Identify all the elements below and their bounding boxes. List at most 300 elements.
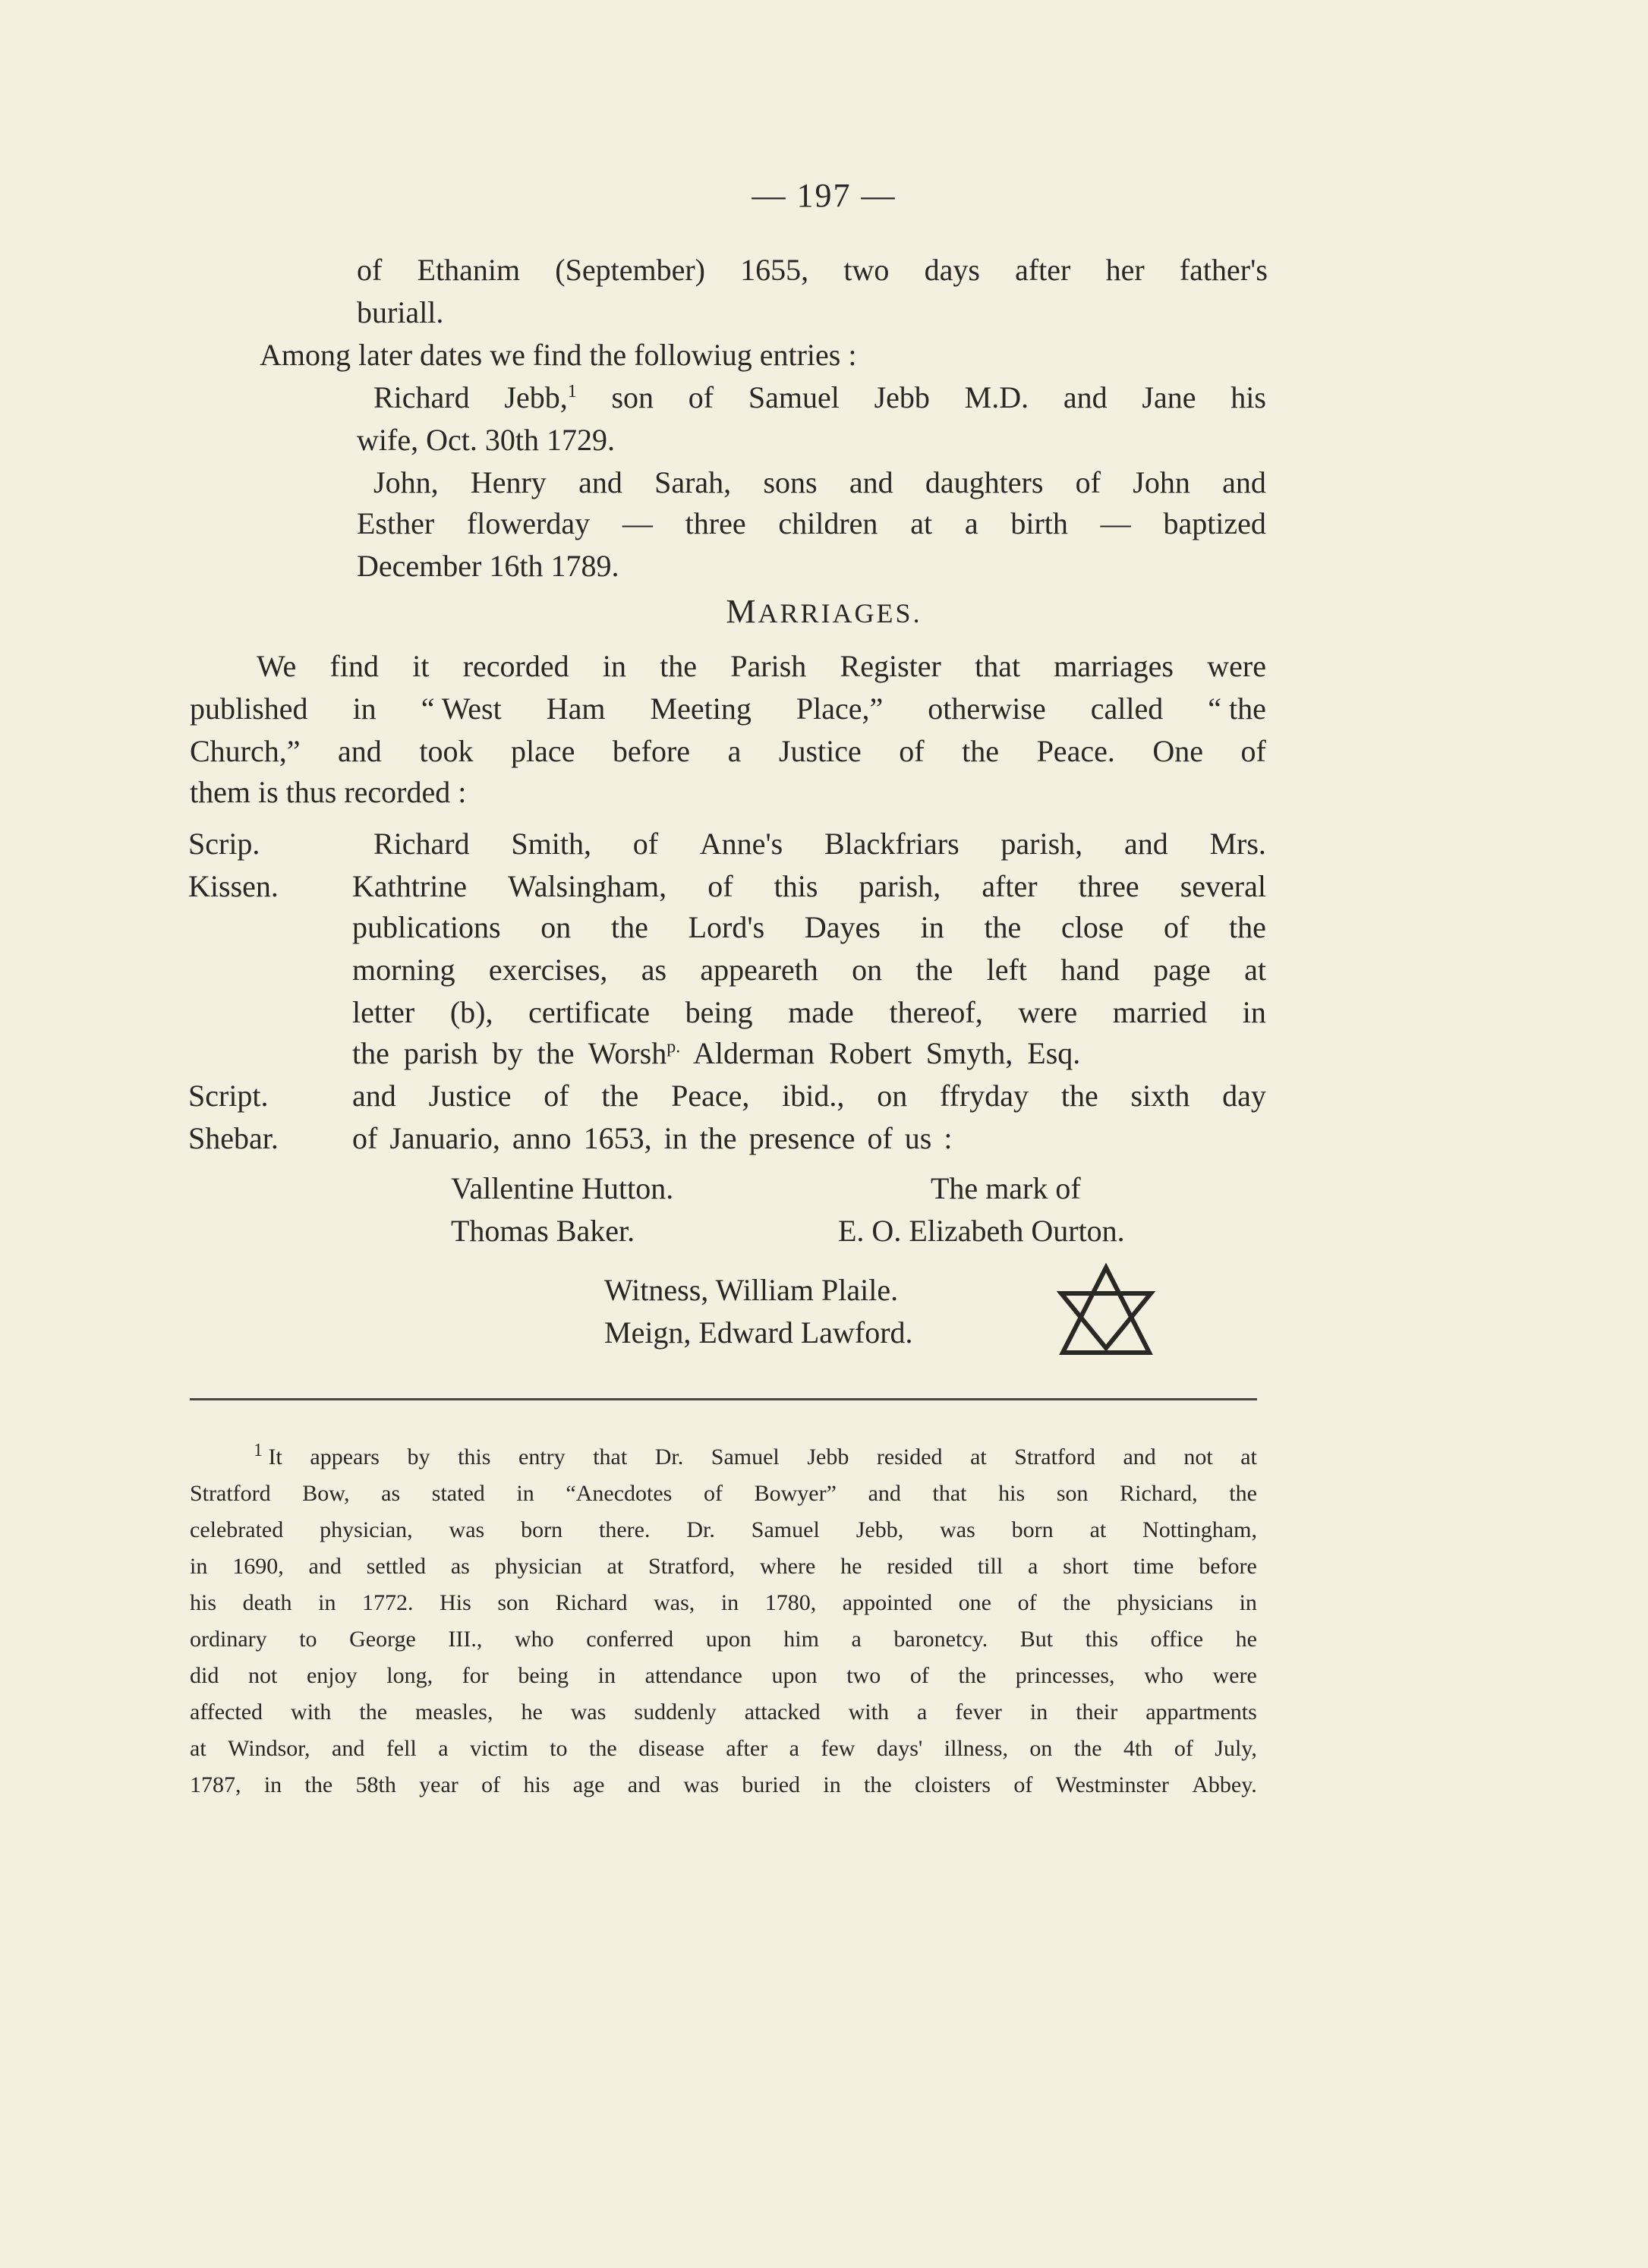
- word: a: [916, 1699, 928, 1725]
- word: the: [984, 910, 1022, 944]
- word: on: [877, 1079, 908, 1113]
- word: Richard,: [1120, 1481, 1198, 1506]
- word: of: [909, 1663, 929, 1688]
- word: Mrs.: [1209, 827, 1266, 861]
- word: certificate: [528, 995, 650, 1029]
- word: time: [1133, 1554, 1174, 1579]
- mark-label: The mark of: [931, 1171, 1081, 1205]
- word: His: [440, 1590, 471, 1615]
- footnote-line: [190, 1585, 1257, 1621]
- word: a: [789, 1736, 799, 1761]
- word: with: [848, 1699, 889, 1725]
- word: (b),: [449, 995, 493, 1029]
- witness-name: Vallentine Hutton.: [451, 1171, 674, 1205]
- footnote-line: [190, 1658, 1257, 1694]
- word: by: [407, 1444, 430, 1469]
- word: on: [1029, 1736, 1053, 1761]
- word: fever: [955, 1699, 1002, 1725]
- word: as: [381, 1481, 401, 1506]
- word: disease: [638, 1736, 704, 1761]
- word: of: [707, 869, 733, 903]
- word: ordinary: [190, 1627, 267, 1652]
- word: the: [864, 1772, 892, 1797]
- word: two: [846, 1663, 881, 1688]
- word: John: [1133, 465, 1190, 499]
- text-line: [352, 906, 1266, 949]
- word: Justice: [428, 1079, 512, 1113]
- word: George: [349, 1627, 416, 1652]
- word: and: [332, 1736, 365, 1761]
- word: physician,: [320, 1517, 413, 1542]
- word: attacked: [744, 1699, 821, 1725]
- word: office: [1150, 1627, 1204, 1652]
- word: before: [612, 734, 691, 768]
- word: sixth: [1130, 1079, 1190, 1113]
- word: days: [924, 253, 980, 287]
- word: several: [1180, 869, 1266, 903]
- word: the: [915, 953, 953, 987]
- word: —: [1100, 506, 1131, 540]
- word: the: [1060, 1079, 1098, 1113]
- text-line: [352, 991, 1266, 1034]
- word: the: [589, 1736, 617, 1761]
- word: 1655,: [740, 253, 809, 287]
- word: son: [1056, 1481, 1089, 1506]
- word: Smith,: [511, 827, 591, 861]
- word: ibid.,: [782, 1079, 845, 1113]
- word: a: [1028, 1554, 1038, 1579]
- word: made: [788, 995, 854, 1029]
- witness-name: Thomas Baker.: [451, 1214, 635, 1248]
- text-line: [357, 502, 1266, 545]
- word: in: [516, 1481, 534, 1506]
- word: on: [852, 953, 883, 987]
- word: cloisters: [915, 1772, 991, 1797]
- word: of: [899, 734, 925, 768]
- word: of: [1075, 465, 1101, 499]
- word: who: [514, 1627, 554, 1652]
- word: Richard: [555, 1590, 628, 1615]
- word: fell: [386, 1736, 417, 1761]
- word: 1787,: [190, 1772, 241, 1797]
- section-heading: [0, 592, 1648, 631]
- witness-name: Witness, William Plaile.: [604, 1273, 899, 1307]
- word: enjoy: [306, 1663, 358, 1688]
- word: Dayes: [804, 910, 881, 944]
- word: long,: [386, 1663, 433, 1688]
- word: born: [521, 1517, 563, 1542]
- word: 1772.: [362, 1590, 414, 1615]
- word: being: [518, 1663, 569, 1688]
- word: the: [304, 1772, 333, 1797]
- word: Peace.: [1036, 734, 1115, 768]
- word: Richard: [373, 380, 470, 414]
- word: one: [958, 1590, 991, 1615]
- word: that: [975, 649, 1021, 683]
- word: of: [1240, 734, 1266, 768]
- word: was: [683, 1772, 720, 1797]
- word: the: [611, 910, 648, 944]
- word: this: [458, 1444, 491, 1469]
- word: till: [977, 1554, 1004, 1579]
- word: age: [572, 1772, 605, 1797]
- heading-initial: M: [726, 593, 758, 630]
- word: close: [1061, 910, 1124, 944]
- word: left: [986, 953, 1027, 987]
- star-mark-icon: [1057, 1263, 1155, 1360]
- word: were: [1018, 995, 1078, 1029]
- text-segment: the parish by the Worsh: [352, 1036, 667, 1070]
- word: Bowyer”: [754, 1481, 837, 1506]
- word: before: [1199, 1554, 1257, 1579]
- word: letter: [352, 995, 415, 1029]
- text-line: [357, 249, 1268, 291]
- word: as: [450, 1554, 470, 1579]
- text-line: [352, 1032, 1080, 1075]
- word: not: [1183, 1444, 1213, 1469]
- word: in: [720, 1590, 739, 1615]
- text-line: Among later dates we find the followiug entries :: [260, 338, 857, 372]
- word: morning: [352, 953, 455, 987]
- word: victim: [470, 1736, 528, 1761]
- margin-note: Kissen.: [188, 869, 279, 903]
- word: entry: [518, 1444, 566, 1469]
- text-line: [352, 1075, 1266, 1117]
- word: affected: [190, 1699, 263, 1725]
- word: Samuel: [711, 1444, 780, 1469]
- word: year: [419, 1772, 458, 1797]
- word: with: [291, 1699, 332, 1725]
- word: in: [920, 910, 944, 944]
- word: Samuel: [751, 1517, 820, 1542]
- word: the: [962, 734, 1000, 768]
- word: Dr.: [654, 1444, 684, 1469]
- word: Register: [840, 649, 941, 683]
- word: at: [1240, 1444, 1257, 1469]
- word: took: [419, 734, 474, 768]
- word: appartments: [1145, 1699, 1257, 1725]
- word: after: [726, 1736, 768, 1761]
- word: at: [910, 506, 933, 540]
- word: settled: [366, 1554, 427, 1579]
- footnote-line: [190, 1476, 1257, 1512]
- witness-name: Meign, Edward Lawford.: [604, 1315, 913, 1350]
- word: a: [438, 1736, 449, 1761]
- word: place: [511, 734, 575, 768]
- word: were: [1207, 649, 1266, 683]
- word: father's: [1179, 253, 1268, 287]
- word: and: [1123, 1444, 1156, 1469]
- word: One: [1152, 734, 1203, 768]
- word: But: [1019, 1627, 1054, 1652]
- text-line: [373, 823, 1266, 865]
- word: Stratford,: [648, 1554, 736, 1579]
- word: was: [449, 1517, 485, 1542]
- word: son: [611, 380, 654, 414]
- word: measles,: [415, 1699, 493, 1725]
- word: physician: [494, 1554, 582, 1579]
- footnote-line: [190, 1512, 1257, 1548]
- word: Peace,: [671, 1079, 750, 1113]
- word: John,: [373, 465, 439, 499]
- word: Lord's: [688, 910, 765, 944]
- word: at: [607, 1554, 624, 1579]
- text-line: wife, Oct. 30th 1729.: [357, 423, 615, 457]
- footnote-line: [254, 1439, 1257, 1476]
- word: appeareth: [700, 953, 818, 987]
- text-line: [373, 376, 1266, 419]
- word: of: [1174, 1736, 1193, 1761]
- word: were: [1212, 1663, 1257, 1688]
- word: “ West: [421, 691, 502, 726]
- word: called: [1090, 691, 1164, 726]
- word: Anne's: [699, 827, 783, 861]
- word: where: [760, 1554, 816, 1579]
- text-line: [190, 730, 1266, 773]
- word: he: [1235, 1627, 1257, 1652]
- word: of: [632, 827, 659, 861]
- word: 58th: [355, 1772, 396, 1797]
- word: buried: [742, 1772, 801, 1797]
- word: in: [263, 1772, 282, 1797]
- text-line: [352, 949, 1266, 991]
- word: Kathtrine: [352, 869, 468, 903]
- word: Blackfriars: [824, 827, 959, 861]
- text-line: December 16th 1789.: [357, 549, 619, 583]
- word: in: [823, 1772, 841, 1797]
- word: daughters: [925, 465, 1044, 499]
- word: Jebb,: [856, 1517, 904, 1542]
- word: marriages: [1054, 649, 1174, 683]
- word: death: [242, 1590, 292, 1615]
- word: three: [1078, 869, 1139, 903]
- word: thereof,: [889, 995, 983, 1029]
- word: a: [727, 734, 742, 768]
- word: and: [627, 1772, 661, 1797]
- footnote-line: [190, 1548, 1257, 1585]
- word: of: [481, 1772, 501, 1797]
- word: attendance: [644, 1663, 742, 1688]
- word: published: [190, 691, 308, 726]
- word: Justice: [778, 734, 862, 768]
- footnote-line: [190, 1621, 1257, 1658]
- word: Westminster: [1055, 1772, 1169, 1797]
- word: did: [190, 1663, 219, 1688]
- word: there.: [599, 1517, 651, 1542]
- word: celebrated: [190, 1517, 284, 1542]
- word: hand: [1060, 953, 1120, 987]
- word: baptized: [1163, 506, 1266, 540]
- word: three: [685, 506, 746, 540]
- word: of: [357, 253, 383, 287]
- word: recorded: [462, 649, 569, 683]
- word: Jebb,1: [504, 380, 577, 414]
- word: at: [1244, 953, 1266, 987]
- word: two: [843, 253, 890, 287]
- word: princesses,: [1015, 1663, 1115, 1688]
- word: a: [851, 1627, 862, 1652]
- word: upon: [705, 1627, 752, 1652]
- word: exercises,: [488, 953, 608, 987]
- word: that: [593, 1444, 628, 1469]
- word: the: [359, 1699, 388, 1725]
- word: he: [840, 1554, 862, 1579]
- word: Samuel: [748, 380, 840, 414]
- word: that: [932, 1481, 967, 1506]
- word: and: [1123, 827, 1168, 861]
- word: and: [868, 1481, 901, 1506]
- word: appointed: [842, 1590, 933, 1615]
- word: stated: [431, 1481, 485, 1506]
- word: not: [247, 1663, 278, 1688]
- text-line: [257, 645, 1266, 688]
- word: ffryday: [940, 1079, 1029, 1113]
- margin-note: Script.: [188, 1079, 269, 1113]
- text-line: [352, 865, 1266, 908]
- word: the: [1063, 1590, 1091, 1615]
- word: this: [1085, 1627, 1119, 1652]
- word: physicians: [1117, 1590, 1213, 1615]
- word: his: [998, 1481, 1026, 1506]
- word: Stratford: [190, 1481, 271, 1506]
- word: Meeting: [650, 691, 752, 726]
- word: and: [1222, 465, 1266, 499]
- text-line: them is thus recorded :: [190, 775, 467, 809]
- word: in: [318, 1590, 336, 1615]
- word: and: [1063, 380, 1108, 414]
- word: We: [257, 649, 297, 683]
- page-number: — 197 —: [752, 177, 896, 214]
- word: Church,”: [190, 734, 301, 768]
- word: and: [849, 465, 893, 499]
- footnote-line: [190, 1767, 1257, 1803]
- word: was,: [654, 1590, 695, 1615]
- margin-note: Scrip.: [188, 827, 260, 861]
- word: his: [1230, 380, 1266, 414]
- word: as: [641, 953, 667, 987]
- word: days': [876, 1736, 923, 1761]
- word: parish,: [859, 869, 941, 903]
- footnote-line: [190, 1731, 1257, 1767]
- word: III.,: [448, 1627, 483, 1652]
- word: birth: [1010, 506, 1068, 540]
- word: him: [783, 1627, 819, 1652]
- word: in: [1242, 995, 1266, 1029]
- text-line: buriall.: [357, 295, 444, 329]
- word: the: [601, 1079, 639, 1113]
- word: to: [550, 1736, 568, 1761]
- word: Jebb: [874, 380, 930, 414]
- word: resided: [887, 1554, 953, 1579]
- word: of: [1163, 910, 1190, 944]
- word: few: [821, 1736, 856, 1761]
- word: Stratford: [1014, 1444, 1095, 1469]
- word: the: [958, 1663, 987, 1688]
- word: Bow,: [302, 1481, 350, 1506]
- text-segment: Alderman Robert Smyth, Esq.: [680, 1036, 1081, 1070]
- word: Esther: [357, 506, 435, 540]
- word: Parish: [730, 649, 807, 683]
- word: was: [940, 1517, 975, 1542]
- word: and: [308, 1554, 342, 1579]
- word: at: [1089, 1517, 1107, 1542]
- superscript: p.: [666, 1037, 681, 1057]
- word: of: [703, 1481, 723, 1506]
- word: otherwise: [928, 691, 1046, 726]
- word: in: [352, 691, 377, 726]
- word: 4th: [1123, 1736, 1153, 1761]
- word: of: [544, 1079, 569, 1113]
- word: Abbey.: [1192, 1772, 1257, 1797]
- word: it: [412, 649, 430, 683]
- word: Jebb: [807, 1444, 849, 1469]
- word: his: [190, 1590, 217, 1615]
- word: the: [660, 649, 698, 683]
- word: his: [523, 1772, 550, 1797]
- word: M.D.: [964, 380, 1029, 414]
- word: being: [685, 995, 753, 1029]
- word: and: [338, 734, 382, 768]
- word: Windsor,: [228, 1736, 310, 1761]
- word: on: [540, 910, 572, 944]
- word: conferred: [586, 1627, 674, 1652]
- word: page: [1153, 953, 1211, 987]
- word: children: [778, 506, 878, 540]
- word: Sarah,: [654, 465, 732, 499]
- word: Henry: [470, 465, 547, 499]
- word: sons: [763, 465, 818, 499]
- word: “ the: [1208, 691, 1266, 726]
- word: —: [622, 506, 653, 540]
- word: in: [597, 1663, 616, 1688]
- word: Nottingham,: [1142, 1517, 1257, 1542]
- text-line: [373, 461, 1266, 504]
- word: and: [578, 465, 622, 499]
- word: 1 It: [254, 1441, 282, 1469]
- word: resided: [876, 1444, 943, 1469]
- word: parish,: [1000, 827, 1083, 861]
- word: Walsingham,: [508, 869, 667, 903]
- word: and: [352, 1079, 396, 1113]
- word: appears: [310, 1444, 380, 1469]
- word: suddenly: [634, 1699, 717, 1725]
- word: after: [1015, 253, 1071, 287]
- word: July,: [1215, 1736, 1257, 1761]
- word: who: [1144, 1663, 1183, 1688]
- word: of: [1017, 1590, 1037, 1615]
- footnote-divider: [190, 1398, 1257, 1400]
- word: the: [1073, 1736, 1102, 1761]
- word: the: [1229, 1481, 1257, 1506]
- word: at: [190, 1736, 206, 1761]
- word: to: [299, 1627, 317, 1652]
- word: a: [964, 506, 978, 540]
- word: in: [190, 1554, 208, 1579]
- word: Jane: [1142, 380, 1196, 414]
- word: at: [970, 1444, 987, 1469]
- word: short: [1063, 1554, 1109, 1579]
- word: son: [497, 1590, 530, 1615]
- word: in: [602, 649, 626, 683]
- word: Place,”: [796, 691, 884, 726]
- word: Ethanim: [417, 253, 521, 287]
- word: 1780,: [764, 1590, 817, 1615]
- word: after: [982, 869, 1038, 903]
- witness-name: E. O. Elizabeth Ourton.: [838, 1214, 1125, 1248]
- word: of: [688, 380, 714, 414]
- margin-note: Shebar.: [188, 1121, 279, 1155]
- word: in: [1029, 1699, 1048, 1725]
